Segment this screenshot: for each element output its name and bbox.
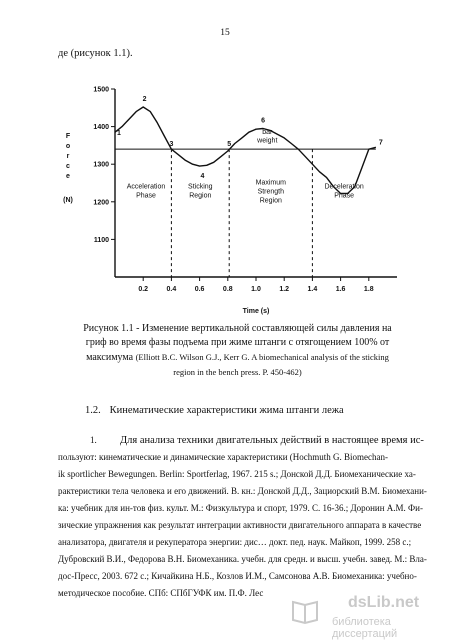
point-label: 1 <box>117 130 121 137</box>
page-number: 15 <box>0 28 450 38</box>
list-number: 1. <box>90 432 120 449</box>
phase-label: Deceleration <box>324 183 363 190</box>
point-label: 6 <box>261 117 265 124</box>
section-title: Кинематические характеристики жима штанги лежа <box>110 405 344 416</box>
body-line-text: пользуют: кинематические и динамические характеристики (Hochmuth G. Biomechan- <box>58 452 388 462</box>
x-tick-label: 1.2 <box>279 286 289 293</box>
body-paragraph <box>58 432 404 602</box>
y-axis-label-char: c <box>66 163 70 170</box>
watermark-subtitle: библиотека диссертаций <box>332 616 450 640</box>
caption-line-3b: (Elliott B.C. Wilson G.J., Kerr G. A biomechanical analysis of the sticking <box>136 352 389 362</box>
phase-label: Strength <box>258 188 285 195</box>
watermark <box>290 592 450 637</box>
y-tick-label: 1100 <box>94 237 109 244</box>
force-time-chart <box>60 80 420 325</box>
body-line <box>58 449 404 466</box>
body-line-text: ik sportlicher Bewegungen. Berlin: Sportferlag, 1967. 215 s.; Донской Д.Д. Биомеханические ха- <box>58 469 416 479</box>
caption-line-2: гриф во время фазы подъема при жиме штанги с отягощением 100% от <box>86 337 390 348</box>
phase-label: Acceleration <box>127 183 166 190</box>
phase-label: Phase <box>334 192 354 199</box>
x-tick-label: 0.2 <box>138 286 148 293</box>
caption-line-3a: максимума <box>86 352 133 363</box>
y-tick-label: 1300 <box>93 162 109 169</box>
body-line-text: Для анализа техники двигательных действий в настоящее время ис- <box>120 435 424 446</box>
phase-label: Region <box>260 197 282 204</box>
body-line <box>58 466 404 483</box>
x-tick-label: 0.8 <box>223 286 233 293</box>
body-line-text: рактеристики тела человека и его движений. В. кн.: Донской Д.Д., Зациорский В.М. Биомехани- <box>58 486 427 496</box>
y-axis-label-char: o <box>66 143 70 150</box>
x-tick-label: 0.4 <box>167 286 177 293</box>
caption-line-1: Рисунок 1.1 - Изменение вертикальной составляющей силы давления на <box>60 322 415 336</box>
body-line <box>58 432 404 449</box>
watermark-title: dsLib.net <box>348 594 419 612</box>
body-line-text: ка: учебник для ин-тов физ. культ. М.: Физкультура и спорт, 1979. С. 16-36.; Доронин А.М. Фи- <box>58 503 423 513</box>
x-tick-label: 1.8 <box>364 286 374 293</box>
section-heading <box>85 405 344 416</box>
y-axis-label-char: F <box>66 133 71 140</box>
body-line <box>58 517 404 534</box>
force-curve <box>115 107 376 194</box>
y-tick-label: 1500 <box>93 87 109 94</box>
lead-text: де (рисунок 1.1). <box>58 48 133 59</box>
body-line <box>58 551 404 568</box>
book-icon <box>290 596 320 626</box>
y-tick-label: 1200 <box>93 199 109 206</box>
point-label: 3 <box>169 141 173 148</box>
body-line-text: зические упражнения как результат интеграции активности двигательного аппарата в качестве <box>58 520 421 530</box>
point-label: 5 <box>227 141 231 148</box>
body-line <box>58 500 404 517</box>
body-line <box>58 534 404 551</box>
y-axis-label <box>63 133 73 204</box>
phase-label: Sticking <box>188 183 213 190</box>
x-tick-label: 1.0 <box>251 286 261 293</box>
y-axis-label-char: e <box>66 173 70 180</box>
x-tick-label: 0.6 <box>195 286 205 293</box>
body-line-text: методическое пособие. СПб: СПбГУФК им. П.Ф. Лес <box>58 588 263 598</box>
y-axis-label-char: r <box>67 153 70 160</box>
section-number: 1.2. <box>85 405 107 416</box>
phase-label: Region <box>189 192 211 199</box>
y-tick-label: 1400 <box>93 124 109 131</box>
bar-weight-label: weight <box>256 137 277 144</box>
point-label: 4 <box>200 173 204 180</box>
point-label: 7 <box>379 139 383 146</box>
body-line-text: Дубровский В.И., Федорова В.Н. Биомеханика. учебн. для средн. и высш. учебн. завед. М.: Вла- <box>58 554 427 564</box>
phase-label: Phase <box>136 192 156 199</box>
point-label: 2 <box>143 96 147 103</box>
body-line <box>58 483 404 500</box>
y-axis-label-unit: (N) <box>63 197 73 204</box>
x-tick-label: 1.4 <box>308 286 318 293</box>
bar-weight-label: bar <box>262 129 273 136</box>
figure-caption <box>60 322 415 379</box>
caption-line-4: region in the bench press. P. 450-462) <box>60 365 415 379</box>
body-line-text: дос-Пресс, 2003. 672 с.; Кичайкина Н.Б., Козлов И.М., Самсонова А.В. Биомеханика: учебно- <box>58 571 417 581</box>
x-axis-label: Time (s) <box>243 308 270 315</box>
body-line-text: анализатора, двигателя и рекуператора энергии: дис… докт. пед. наук. Майкоп, 1999. 258 с.; <box>58 537 411 547</box>
body-line <box>58 568 404 585</box>
x-tick-label: 1.6 <box>336 286 346 293</box>
phase-label: Maximum <box>256 179 287 186</box>
